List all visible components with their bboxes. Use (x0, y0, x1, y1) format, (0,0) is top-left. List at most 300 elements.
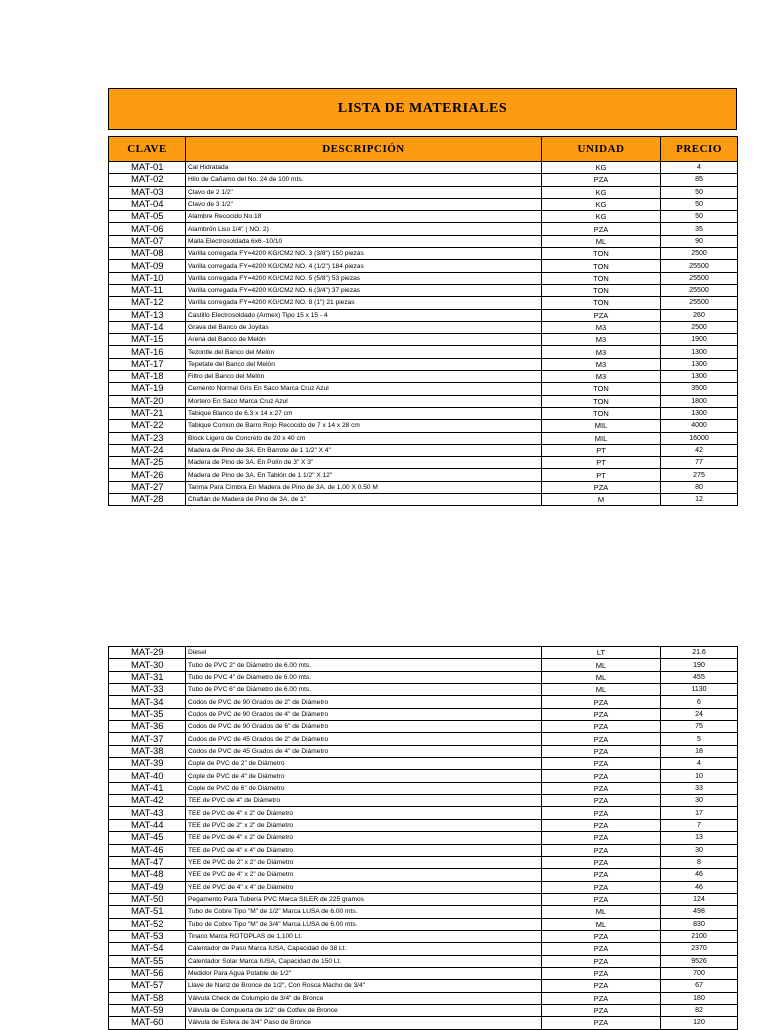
cell-unidad: PT (542, 444, 661, 456)
cell-unidad: PZA (542, 758, 661, 770)
cell-unidad: MIL (542, 432, 661, 444)
table-row (109, 321, 738, 333)
cell-unidad: PZA (542, 955, 661, 967)
cell-unidad: PZA (542, 881, 661, 893)
cell-precio: 42 (661, 444, 738, 456)
cell-precio: 1800 (661, 395, 738, 407)
cell-precio: 33 (661, 782, 738, 794)
cell-clave: MAT-17 (109, 358, 186, 370)
cell-precio: 80 (661, 481, 738, 493)
cell-descripcion: Varilla corregada FY=4200 KG/CM2 NO. 6 (3/4") 37 piezas (186, 284, 542, 296)
table-row (109, 211, 738, 223)
cell-descripcion: Tubo de Cobre Tipo "M" de 1/2" Marca LUSA de 6.00 mts. (186, 906, 542, 918)
cell-clave: MAT-41 (109, 782, 186, 794)
header-precio: PRECIO (661, 137, 738, 162)
cell-unidad: PZA (542, 980, 661, 992)
table-row (109, 745, 738, 757)
cell-clave: MAT-50 (109, 893, 186, 905)
table-row (109, 235, 738, 247)
table-row (109, 469, 738, 481)
cell-clave: MAT-46 (109, 844, 186, 856)
cell-precio: 12 (661, 494, 738, 506)
cell-descripcion: Alambre Recocido No.18 (186, 211, 542, 223)
cell-clave: MAT-58 (109, 992, 186, 1004)
cell-precio: 46 (661, 869, 738, 881)
cell-precio: 830 (661, 918, 738, 930)
table-row (109, 819, 738, 831)
cell-descripcion: Madera de Pino de 3A. En Tablón de 1 1/2" X 12" (186, 469, 542, 481)
cell-clave: MAT-30 (109, 659, 186, 671)
cell-precio: 25500 (661, 272, 738, 284)
table-row (109, 684, 738, 696)
table-row (109, 494, 738, 506)
cell-clave: MAT-06 (109, 223, 186, 235)
cell-unidad: PZA (542, 967, 661, 979)
cell-descripcion: Alambrón Liso 1/4" ( NO. 2) (186, 223, 542, 235)
cell-precio: 25500 (661, 297, 738, 309)
cell-precio: 3500 (661, 383, 738, 395)
cell-unidad: PZA (542, 223, 661, 235)
cell-unidad: PZA (542, 309, 661, 321)
cell-clave: MAT-27 (109, 481, 186, 493)
document-title: LISTA DE MATERIALES (108, 88, 737, 130)
cell-precio: 1300 (661, 346, 738, 358)
cell-descripcion: Mortero En Saco Marca Cruz Azul (186, 395, 542, 407)
cell-descripcion: Cople de PVC de 4" de Diámetro (186, 770, 542, 782)
cell-precio: 77 (661, 457, 738, 469)
table-row (109, 955, 738, 967)
cell-unidad: PZA (542, 807, 661, 819)
header-descripcion: DESCRIPCIÓN (186, 137, 542, 162)
table-body-2 (109, 647, 738, 1030)
cell-unidad: PZA (542, 844, 661, 856)
cell-unidad: ML (542, 659, 661, 671)
cell-precio: 10 (661, 770, 738, 782)
table-row (109, 906, 738, 918)
cell-descripcion: Grava del Banco de Joyitas (186, 321, 542, 333)
cell-unidad: TON (542, 260, 661, 272)
cell-clave: MAT-05 (109, 211, 186, 223)
table-row (109, 1017, 738, 1029)
cell-clave: MAT-49 (109, 881, 186, 893)
cell-precio: 5 (661, 733, 738, 745)
cell-precio: 700 (661, 967, 738, 979)
cell-unidad: KG (542, 211, 661, 223)
cell-unidad: TON (542, 284, 661, 296)
cell-clave: MAT-33 (109, 684, 186, 696)
cell-unidad: LT (542, 647, 661, 659)
table-row (109, 721, 738, 733)
cell-clave: MAT-28 (109, 494, 186, 506)
table-row (109, 407, 738, 419)
cell-precio: 1300 (661, 358, 738, 370)
cell-clave: MAT-60 (109, 1017, 186, 1029)
table-row (109, 758, 738, 770)
table-row (109, 659, 738, 671)
cell-descripcion: Malla Electrosoldada 6x6 -10/10 (186, 235, 542, 247)
cell-descripcion: Clavo de 2 1/2" (186, 186, 542, 198)
cell-unidad: MIL (542, 420, 661, 432)
cell-precio: 4000 (661, 420, 738, 432)
cell-unidad: PZA (542, 943, 661, 955)
cell-unidad: M3 (542, 371, 661, 383)
cell-unidad: PZA (542, 745, 661, 757)
cell-descripcion: Tinaco Marca ROTOPLAS de 1,100 Lt. (186, 930, 542, 942)
table-row (109, 383, 738, 395)
cell-clave: MAT-43 (109, 807, 186, 819)
cell-unidad: M3 (542, 334, 661, 346)
table-row (109, 782, 738, 794)
cell-unidad: M3 (542, 346, 661, 358)
header-clave: CLAVE (109, 137, 186, 162)
materials-table-2 (108, 646, 738, 1030)
cell-unidad: TON (542, 395, 661, 407)
cell-clave: MAT-09 (109, 260, 186, 272)
cell-clave: MAT-08 (109, 248, 186, 260)
cell-clave: MAT-59 (109, 1004, 186, 1016)
cell-descripcion: Varilla corregada FY=4200 KG/CM2 NO. 8 (1") 21 piezas (186, 297, 542, 309)
cell-unidad: PZA (542, 819, 661, 831)
cell-unidad: PZA (542, 832, 661, 844)
cell-clave: MAT-37 (109, 733, 186, 745)
cell-clave: MAT-21 (109, 407, 186, 419)
cell-descripcion: YEE de PVC de 4" x 4" de Diámetro (186, 881, 542, 893)
cell-unidad: ML (542, 918, 661, 930)
cell-descripcion: Calentador Solar Marca IUSA, Capacidad de 150 Lt. (186, 955, 542, 967)
cell-descripcion: YEE de PVC de 2" x 2" de Diámetro (186, 856, 542, 868)
table-row (109, 186, 738, 198)
cell-precio: 8 (661, 856, 738, 868)
cell-unidad: PZA (542, 1004, 661, 1016)
table-row (109, 444, 738, 456)
cell-precio: 2500 (661, 248, 738, 260)
table-row (109, 893, 738, 905)
cell-clave: MAT-53 (109, 930, 186, 942)
cell-unidad: TON (542, 383, 661, 395)
cell-precio: 4 (661, 758, 738, 770)
cell-clave: MAT-35 (109, 708, 186, 720)
cell-descripcion: Medidor Para Agua Potable de 1/2" (186, 967, 542, 979)
cell-unidad: PZA (542, 869, 661, 881)
cell-precio: 16000 (661, 432, 738, 444)
cell-descripcion: Chaflán de Madera de Pino de 3A. de 1" (186, 494, 542, 506)
cell-clave: MAT-07 (109, 235, 186, 247)
table-row (109, 992, 738, 1004)
table-row (109, 708, 738, 720)
cell-clave: MAT-01 (109, 162, 186, 174)
cell-precio: 21.6 (661, 647, 738, 659)
cell-clave: MAT-56 (109, 967, 186, 979)
table-row (109, 457, 738, 469)
cell-precio: 18 (661, 745, 738, 757)
cell-precio: 46 (661, 881, 738, 893)
table-row (109, 967, 738, 979)
cell-unidad: TON (542, 248, 661, 260)
table-row (109, 647, 738, 659)
table-row (109, 223, 738, 235)
cell-precio: 90 (661, 235, 738, 247)
cell-precio: 2100 (661, 930, 738, 942)
cell-precio: 35 (661, 223, 738, 235)
table-row (109, 832, 738, 844)
cell-descripcion: Cemento Normal Gris En Saco Marca Cruz Azul (186, 383, 542, 395)
cell-clave: MAT-16 (109, 346, 186, 358)
cell-descripcion: Tubo de Cobre Tipo "M" de 3/4" Marca LUSA de 6.00 mts. (186, 918, 542, 930)
cell-descripcion: Varilla corregada FY=4200 KG/CM2 NO. 5 (5/8") 53 piezas (186, 272, 542, 284)
cell-precio: 30 (661, 795, 738, 807)
cell-precio: 1300 (661, 407, 738, 419)
table-row (109, 346, 738, 358)
table-row (109, 481, 738, 493)
cell-precio: 7 (661, 819, 738, 831)
cell-unidad: M3 (542, 358, 661, 370)
table-row (109, 844, 738, 856)
cell-clave: MAT-02 (109, 174, 186, 186)
table-row (109, 248, 738, 260)
table-row (109, 272, 738, 284)
cell-descripcion: Castillo Electrosoldado (Armex) Tipo 15 x 15 - 4 (186, 309, 542, 321)
cell-precio: 455 (661, 671, 738, 683)
cell-precio: 50 (661, 198, 738, 210)
cell-clave: MAT-55 (109, 955, 186, 967)
cell-clave: MAT-31 (109, 671, 186, 683)
table-row (109, 856, 738, 868)
cell-descripcion: Varilla corregada FY=4200 KG/CM2 NO. 4 (1/2") 184 piezas (186, 260, 542, 272)
cell-unidad: PZA (542, 770, 661, 782)
cell-unidad: PZA (542, 992, 661, 1004)
cell-precio: 50 (661, 211, 738, 223)
cell-clave: MAT-40 (109, 770, 186, 782)
cell-unidad: PT (542, 469, 661, 481)
cell-precio: 9526 (661, 955, 738, 967)
cell-clave: MAT-25 (109, 457, 186, 469)
cell-clave: MAT-13 (109, 309, 186, 321)
cell-precio: 82 (661, 1004, 738, 1016)
cell-precio: 2500 (661, 321, 738, 333)
cell-clave: MAT-03 (109, 186, 186, 198)
table-row (109, 371, 738, 383)
cell-clave: MAT-24 (109, 444, 186, 456)
cell-descripcion: Codos de PVC de 45 Grados de 4" de Diámetro (186, 745, 542, 757)
table-body-1 (109, 162, 738, 506)
cell-descripcion: Válvula de Esfera de 3/4" Paso de Bronce (186, 1017, 542, 1029)
cell-descripcion: Tubo de PVC 4" de Diámetro de 6.00 mts. (186, 671, 542, 683)
table-row (109, 918, 738, 930)
cell-descripcion: TEE de PVC de 4" x 4" de Diámetro (186, 844, 542, 856)
cell-descripcion: TEE de PVC de 4" x 2" de Diámetro (186, 832, 542, 844)
cell-clave: MAT-20 (109, 395, 186, 407)
cell-precio: 120 (661, 1017, 738, 1029)
cell-clave: MAT-15 (109, 334, 186, 346)
cell-descripcion: Codos de PVC de 45 Grados de 2" de Diámetro (186, 733, 542, 745)
table-row (109, 980, 738, 992)
table-row (109, 795, 738, 807)
cell-unidad: KG (542, 198, 661, 210)
cell-descripcion: Cople de PVC de 6" de Diámetro (186, 782, 542, 794)
cell-precio: 275 (661, 469, 738, 481)
cell-precio: 260 (661, 309, 738, 321)
cell-precio: 1900 (661, 334, 738, 346)
table-row (109, 334, 738, 346)
table-row (109, 284, 738, 296)
cell-descripcion: Tarima Para Cimbra En Madera de Pino de 3A. de 1.00 X 0.50 M (186, 481, 542, 493)
table-header-row (109, 137, 738, 162)
cell-clave: MAT-45 (109, 832, 186, 844)
cell-unidad: PZA (542, 930, 661, 942)
cell-precio: 2370 (661, 943, 738, 955)
cell-precio: 25500 (661, 260, 738, 272)
table-row (109, 309, 738, 321)
cell-descripcion: TEE de PVC de 4" de Diámetro (186, 795, 542, 807)
table-row (109, 807, 738, 819)
cell-unidad: TON (542, 297, 661, 309)
cell-unidad: PZA (542, 856, 661, 868)
table-row (109, 395, 738, 407)
cell-clave: MAT-47 (109, 856, 186, 868)
cell-descripcion: Codos de PVC de 90 Grados de 2" de Diámetro (186, 696, 542, 708)
cell-descripcion: YEE de PVC de 4" x 2" de Diámetro (186, 869, 542, 881)
cell-clave: MAT-54 (109, 943, 186, 955)
cell-descripcion: Hilo de Cañamo del No. 24 de 100 mts. (186, 174, 542, 186)
table-row (109, 671, 738, 683)
table-row (109, 162, 738, 174)
table-row (109, 1004, 738, 1016)
table-row (109, 770, 738, 782)
cell-clave: MAT-11 (109, 284, 186, 296)
table-row (109, 696, 738, 708)
cell-unidad: PZA (542, 1017, 661, 1029)
cell-clave: MAT-23 (109, 432, 186, 444)
table-row (109, 930, 738, 942)
cell-precio: 180 (661, 992, 738, 1004)
cell-precio: 4 (661, 162, 738, 174)
cell-unidad: PZA (542, 696, 661, 708)
cell-precio: 124 (661, 893, 738, 905)
cell-descripcion: Codos de PVC de 90 Grados de 4" de Diámetro (186, 708, 542, 720)
table-row (109, 432, 738, 444)
cell-unidad: PT (542, 457, 661, 469)
cell-descripcion: Tubo de PVC 6" de Diámetro de 6.00 mts. (186, 684, 542, 696)
cell-descripcion: Arena del Banco de Melón (186, 334, 542, 346)
cell-precio: 1300 (661, 371, 738, 383)
cell-clave: MAT-34 (109, 696, 186, 708)
cell-descripcion: TEE de PVC de 2" x 2" de Diámetro (186, 819, 542, 831)
cell-unidad: KG (542, 162, 661, 174)
cell-unidad: PZA (542, 782, 661, 794)
cell-precio: 85 (661, 174, 738, 186)
cell-precio: 30 (661, 844, 738, 856)
cell-descripcion: Clavo de 3 1/2" (186, 198, 542, 210)
table-row (109, 174, 738, 186)
cell-unidad: ML (542, 684, 661, 696)
cell-precio: 50 (661, 186, 738, 198)
table-row (109, 198, 738, 210)
cell-precio: 498 (661, 906, 738, 918)
table-row (109, 943, 738, 955)
cell-descripcion: TEE de PVC de 4" x 2" de Diámetro (186, 807, 542, 819)
table-row (109, 297, 738, 309)
table-row (109, 881, 738, 893)
cell-clave: MAT-19 (109, 383, 186, 395)
cell-descripcion: Diesel (186, 647, 542, 659)
cell-unidad: KG (542, 186, 661, 198)
cell-unidad: PZA (542, 174, 661, 186)
cell-clave: MAT-36 (109, 721, 186, 733)
cell-descripcion: Tepetate del Banco del Melón (186, 358, 542, 370)
cell-precio: 24 (661, 708, 738, 720)
cell-descripcion: Válvula de Compuerta de 1/2" de Cotfex de Bronce (186, 1004, 542, 1016)
cell-unidad: PZA (542, 733, 661, 745)
cell-clave: MAT-57 (109, 980, 186, 992)
cell-descripcion: Codos de PVC de 90 Grados de 6" de Diámetro (186, 721, 542, 733)
table-row (109, 260, 738, 272)
cell-unidad: TON (542, 272, 661, 284)
cell-descripcion: Madera de Pino de 3A. En Polín de 3" X 3" (186, 457, 542, 469)
cell-unidad: M3 (542, 321, 661, 333)
cell-clave: MAT-38 (109, 745, 186, 757)
cell-descripcion: Tubo de PVC 2" de Diámetro de 6.00 mts. (186, 659, 542, 671)
cell-clave: MAT-14 (109, 321, 186, 333)
cell-clave: MAT-29 (109, 647, 186, 659)
cell-unidad: M (542, 494, 661, 506)
cell-unidad: PZA (542, 721, 661, 733)
cell-descripcion: Cal Hidratada (186, 162, 542, 174)
cell-descripcion: Pegamento Para Tubería PVC Marca SILER de 225 gramos (186, 893, 542, 905)
cell-unidad: PZA (542, 708, 661, 720)
cell-clave: MAT-26 (109, 469, 186, 481)
cell-unidad: ML (542, 671, 661, 683)
cell-clave: MAT-22 (109, 420, 186, 432)
materials-table-1 (108, 136, 738, 506)
cell-precio: 75 (661, 721, 738, 733)
cell-clave: MAT-10 (109, 272, 186, 284)
table-row (109, 420, 738, 432)
cell-precio: 13 (661, 832, 738, 844)
cell-unidad: ML (542, 235, 661, 247)
cell-clave: MAT-04 (109, 198, 186, 210)
cell-precio: 17 (661, 807, 738, 819)
cell-unidad: TON (542, 407, 661, 419)
cell-clave: MAT-52 (109, 918, 186, 930)
table-row (109, 869, 738, 881)
header-unidad: UNIDAD (542, 137, 661, 162)
cell-unidad: PZA (542, 481, 661, 493)
cell-descripcion: Block Ligero de Concreto de 20 x 40 cm (186, 432, 542, 444)
cell-clave: MAT-48 (109, 869, 186, 881)
cell-clave: MAT-42 (109, 795, 186, 807)
cell-descripcion: Llave de Nariz de Bronce de 1/2", Con Rosca Macho de 3/4" (186, 980, 542, 992)
cell-descripcion: Cople de PVC de 2" de Diámetro (186, 758, 542, 770)
cell-descripcion: Tabique Blanco de 6.3 x 14 x 27 cm (186, 407, 542, 419)
cell-descripcion: Calentador de Paso Marca IUSA, Capacidad de 38 Lt. (186, 943, 542, 955)
cell-unidad: PZA (542, 893, 661, 905)
table-row (109, 358, 738, 370)
cell-precio: 67 (661, 980, 738, 992)
cell-descripcion: Válvula Check de Columpio de 3/4" de Bronce (186, 992, 542, 1004)
cell-clave: MAT-12 (109, 297, 186, 309)
cell-descripcion: Tezontle del Banco del Melón (186, 346, 542, 358)
cell-precio: 190 (661, 659, 738, 671)
cell-clave: MAT-18 (109, 371, 186, 383)
cell-descripcion: Madera de Pino de 3A. En Barrote de 1 1/2" X 4" (186, 444, 542, 456)
cell-descripcion: Tabique Común de Barro Rojo Recocido de 7 x 14 x 28 cm (186, 420, 542, 432)
cell-descripcion: Varilla corregada FY=4200 KG/CM2 NO. 3 (3/8") 150 piezas (186, 248, 542, 260)
cell-unidad: ML (542, 906, 661, 918)
cell-precio: 1130 (661, 684, 738, 696)
cell-precio: 25500 (661, 284, 738, 296)
cell-clave: MAT-51 (109, 906, 186, 918)
cell-precio: 6 (661, 696, 738, 708)
